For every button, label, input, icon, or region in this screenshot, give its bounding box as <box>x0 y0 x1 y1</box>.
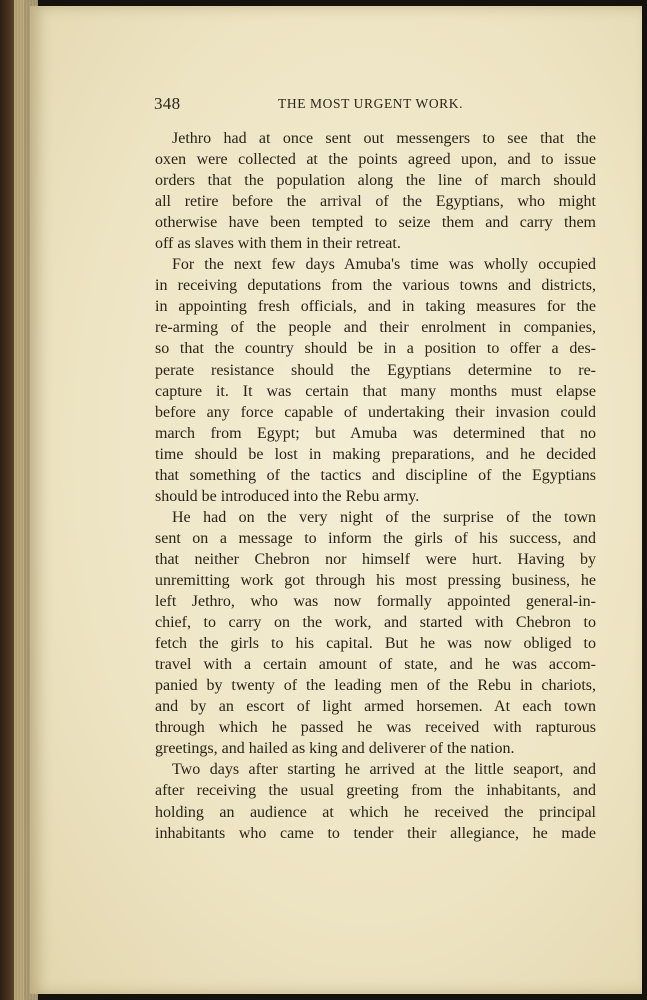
body-text <box>155 128 596 844</box>
text-line: holding an audience at which he received the principal <box>155 803 596 821</box>
text-line: capture it. It was certain that many months must elapse <box>155 382 596 400</box>
text-line: oxen were collected at the points agreed upon, and to issue <box>155 151 596 169</box>
paragraph <box>155 254 596 507</box>
text-line: sent on a message to inform the girls of his success, and <box>155 529 596 547</box>
text-line: time should be lost in making preparations, and he decided <box>155 445 596 463</box>
paragraph <box>155 507 596 760</box>
text-line: perate resistance should the Egyptians determine to re- <box>155 361 596 379</box>
text-line: panied by twenty of the leading men of the Rebu in chariots, <box>155 677 596 695</box>
text-line: chief, to carry on the work, and started with Chebron to <box>155 614 596 632</box>
text-line: should be introduced into the Rebu army. <box>155 487 420 505</box>
text-line: re-arming of the people and their enrolment in companies, <box>155 319 596 337</box>
text-line: in appointing fresh officials, and in taking measures for the <box>155 298 596 316</box>
text-line: through which he passed he was received with rapturous <box>155 719 596 737</box>
text-line: march from Egypt; but Amuba was determined that no <box>155 424 596 442</box>
text-line: that something of the tactics and discipline of the Egyptians <box>155 466 596 484</box>
text-line: unremitting work got through his most pressing business, he <box>155 571 596 589</box>
text-line: orders that the population along the line of march should <box>155 172 596 190</box>
text-line: in receiving deputations from the various towns and districts, <box>155 277 596 295</box>
paragraph <box>155 128 596 254</box>
text-line: Jethro had at once sent out messengers to see that the <box>172 130 596 147</box>
text-line: so that the country should be in a position to offer a des- <box>155 340 596 358</box>
text-line: Two days after starting he arrived at the little seaport, and <box>172 761 596 779</box>
text-line: fetch the girls to his capital. But he was now obliged to <box>155 635 596 653</box>
text-line: that neither Chebron nor himself were hurt. Having by <box>155 550 596 568</box>
text-line: He had on the very night of the surprise of the town <box>172 508 596 526</box>
paragraph <box>155 759 596 843</box>
page-number: 348 <box>154 94 181 113</box>
text-line: travel with a certain amount of state, and he was accom- <box>155 656 596 674</box>
text-line: greetings, and hailed as king and deliverer of the nation. <box>155 740 515 758</box>
text-line: inhabitants who came to tender their allegiance, he made <box>155 824 596 842</box>
text-line: For the next few days Amuba's time was wholly occupied <box>172 256 596 274</box>
running-head <box>154 94 594 120</box>
text-line: before any force capable of undertaking their invasion could <box>155 403 596 421</box>
text-line: off as slaves with them in their retreat. <box>155 235 401 253</box>
text-line: otherwise have been tempted to seize them and carry them <box>155 214 596 232</box>
text-line: after receiving the usual greeting from the inhabitants, and <box>155 782 596 800</box>
text-line: left Jethro, who was now formally appointed general-in- <box>155 593 596 611</box>
text-line: all retire before the arrival of the Egyptians, who might <box>155 193 596 211</box>
text-line: and by an escort of light armed horsemen. At each town <box>155 698 596 716</box>
running-title: THE MOST URGENT WORK. <box>278 96 464 111</box>
